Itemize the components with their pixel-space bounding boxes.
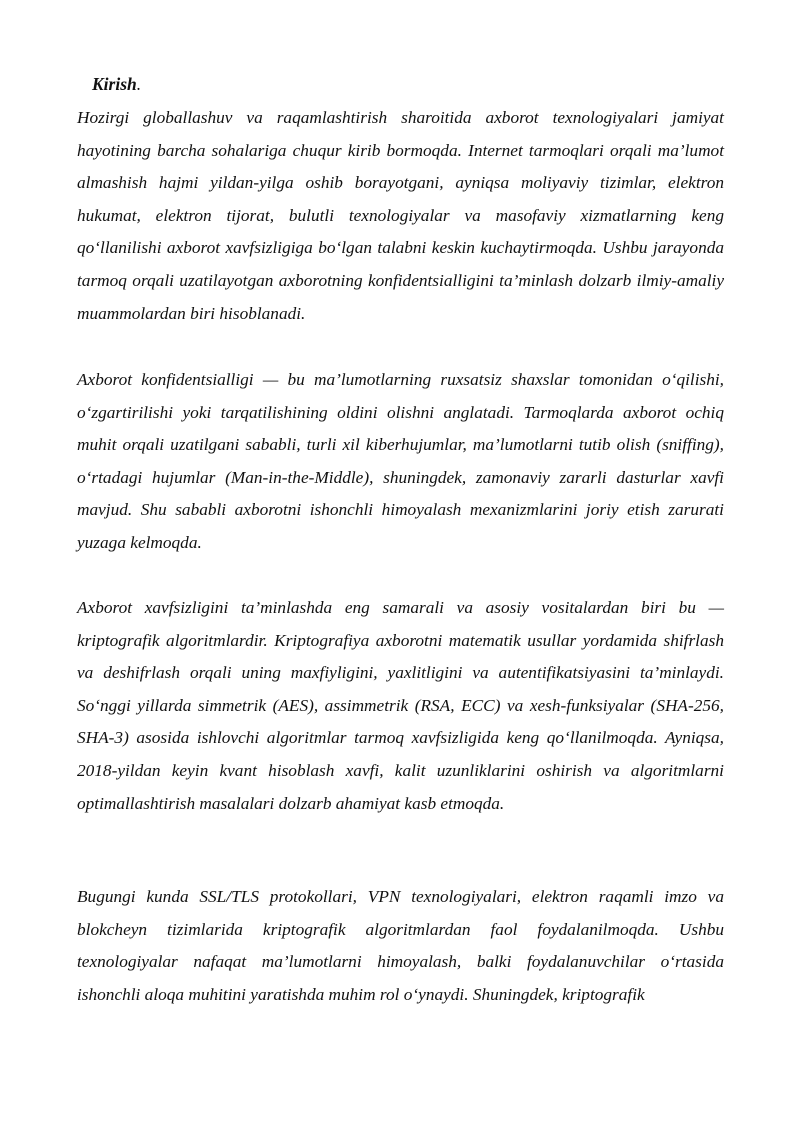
- section-heading: [92, 74, 141, 95]
- paragraph-4: Bugungi kunda SSL/TLS protokollari, VPN texnologiyalari, elektron raqamli imzo va blokcheyn tizimlarida kriptografik algoritmlardan faol foydalanilmoqda. Ushbu texnologiyalar nafaqat ma’lumotlarni himoyalash, balki foydalanuvchilar o‘rtasida ishonchli aloqa muhitini yaratishda muhim rol o‘ynaydi. Shuningdek, kriptografik: [77, 887, 724, 1004]
- paragraph-3: Axborot xavfsizligini ta’minlashda eng samarali va asosiy vositalardan biri bu — kriptografik algoritmlardir. Kriptografiya axborotni matematik usullar yordamida shifrlash va deshifrlash orqali uning maxfiyligini, yaxlitligini va autentifikatsiyasini ta’minlaydi. So‘nggi yillarda simmetrik (AES), assimmetrik (RSA, ECC) va xesh-funksiyalar (SHA-256, SHA-3) asosida ishlovchi algoritmlar tarmoq xavfsizligida keng qo‘llanilmoqda. Ayniqsa, 2018-yildan keyin kvant hisoblash xavfi, kalit uzunliklarini oshirish va algoritmlarni optimallashtirish masalalari dolzarb ahamiyat kasb etmoqda.: [77, 598, 724, 813]
- heading-period: .: [136, 74, 142, 94]
- heading-title: Kirish: [92, 74, 137, 94]
- paragraph-2: Axborot konfidentsialligi — bu ma’lumotlarning ruxsatsiz shaxslar tomonidan o‘qilishi, o‘zgartirilishi yoki tarqatilishining oldini olishni anglatadi. Tarmoqlarda axborot ochiq muhit orqali uzatilgani sababli, turli xil kiberhujumlar, ma’lumotlarni tutib olish (sniffing), o‘rtadagi hujumlar (Man-in-the-Middle), shuningdek, zamonaviy zararli dasturlar xavfi mavjud. Shu sababli axborotni ishonchli himoyalash mexanizmlarini joriy etish zarurati yuzaga kelmoqda.: [77, 370, 724, 552]
- paragraph-1: Hozirgi globallashuv va raqamlashtirish sharoitida axborot texnologiyalari jamiyat hayotining barcha sohalariga chuqur kirib bormoqda. Internet tarmoqlari orqali ma’lumot almashish hajmi yildan-yilga oshib borayotgani, ayniqsa moliyaviy tizimlar, elektron hukumat, elektron tijorat, bulutli texnologiyalar va masofaviy xizmatlarning keng qo‘llanilishi axborot xavfsizligiga bo‘lgan talabni keskin kuchaytirmoqda. Ushbu jarayonda tarmoq orqali uzatilayotgan axborotning konfidentsialligini ta’minlash dolzarb ilmiy-amaliy muammolardan biri hisoblanadi.: [77, 108, 724, 323]
